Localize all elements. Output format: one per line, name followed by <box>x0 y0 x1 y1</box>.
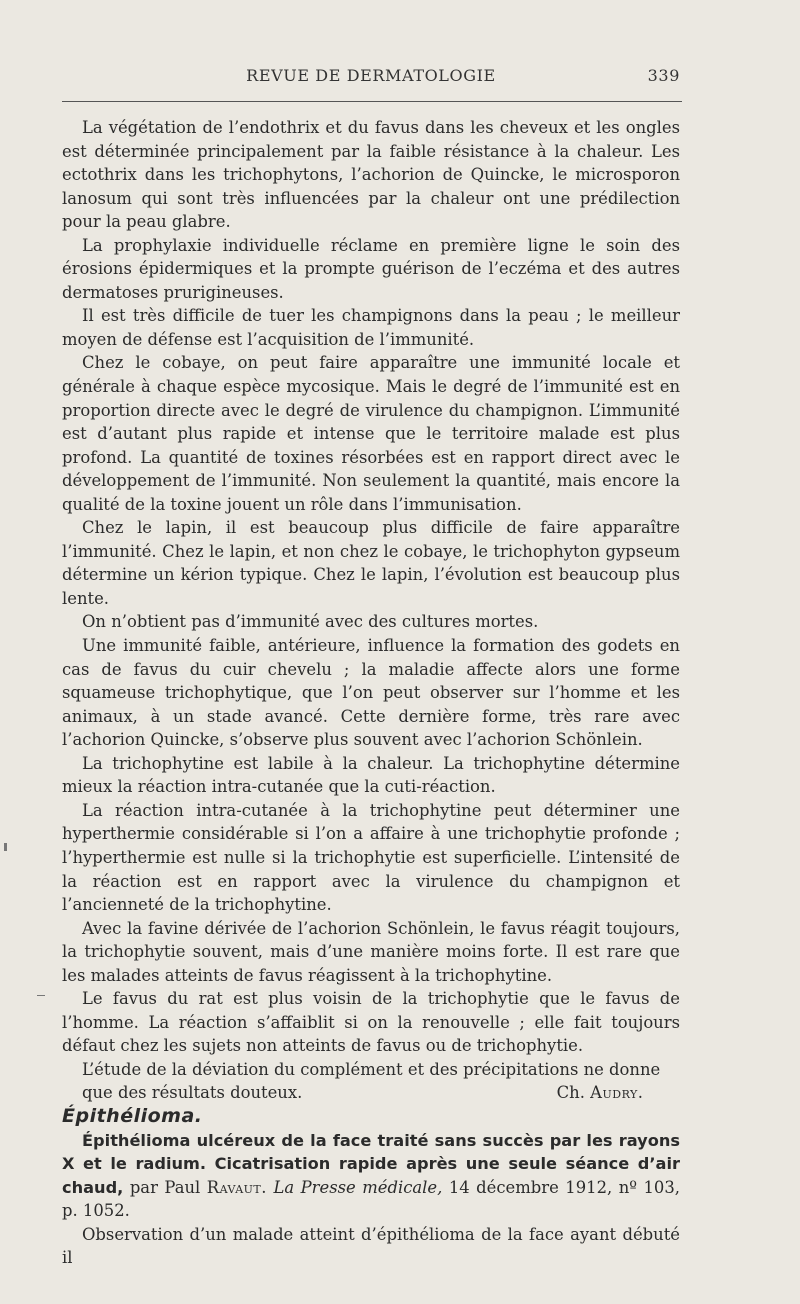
paragraph: L’étude de la déviation du complément et des précipitations ne donne <box>82 1059 661 1079</box>
page-number: 339 <box>647 66 680 85</box>
article-by: par Paul <box>129 1177 201 1197</box>
signature-author: Audry. <box>590 1083 644 1103</box>
paragraph: Avec la favine dérivée de l’achorion Schönlein, le favus réagit toujours, la trichophytie souvent, mais d’une manière moins forte. Il est rare que les malades atteints de favus réagissent à la trichophytine. <box>62 918 680 985</box>
paragraph: La prophylaxie individuelle réclame en première ligne le soin des érosions épidermiques et la prompte guérison de l’eczéma et des autres dermatoses prurigineuses. <box>62 235 680 302</box>
running-header <box>62 66 680 92</box>
article-author: Ravaut. <box>206 1177 267 1197</box>
body-text <box>62 116 680 1270</box>
signature-prefix: Ch. <box>556 1083 585 1103</box>
paragraph: On n’obtient pas d’immunité avec des cultures mortes. <box>82 612 539 632</box>
article-title: Épithélioma ulcéreux de la face traité sans succès par les rayons X et le radium. Cicatrisation rapide après une seule séance d’air chaud, <box>62 1130 680 1197</box>
paragraph-tail: que des résultats douteux. <box>82 1083 303 1103</box>
section-heading: Épithélioma. <box>62 1104 203 1127</box>
signature <box>537 1081 680 1105</box>
margin-dash <box>37 995 45 996</box>
article-citation: 14 décembre 1912, nº 103, p. 1052. <box>62 1177 680 1221</box>
paragraph: La végétation de l’endothrix et du favus dans les cheveux et les ongles est déterminée principalement par la faible résistance à la chaleur. Les ectothrix dans les trichophytons, l’achorion de Quincke, le microsporon lanosum qui sont très influencées par la chaleur ont une prédilection pour la peau glabre. <box>62 118 680 232</box>
signature-line <box>62 1081 680 1105</box>
article-entry <box>62 1129 680 1223</box>
paragraph: La trichophytine est labile à la chaleur. La trichophytine détermine mieux la réaction intra-cutanée que la cuti-réaction. <box>62 753 680 797</box>
margin-mark <box>4 843 7 851</box>
paragraph: Chez le cobaye, on peut faire apparaître une immunité locale et générale à chaque espèce mycosique. Mais le degré de l’immunité est en proportion directe avec le degré de virulence du champignon. L’immunité est d’autant plus rapide et intense que le territoire malade est plus profond. La quantité de toxines résorbées est en rapport direct avec le développement de l’immunité. Non seulement la quantité, mais encore la qualité de la toxine jouent un rôle dans l’immunisation. <box>62 353 680 514</box>
journal-title: REVUE DE DERMATOLOGIE <box>246 66 496 85</box>
paragraph: Une immunité faible, antérieure, influence la formation des godets en cas de favus du cuir chevelu ; la maladie affecte alors une forme squameuse trichophytique, que l’on peut observer sur l’homme et les animaux, à un stade avancé. Cette dernière forme, très rare avec l’achorion Quincke, s’observe plus souvent avec l’achorion Schönlein. <box>62 636 680 750</box>
paragraph: Il est très difficile de tuer les champignons dans la peau ; le meilleur moyen de défense est l’acquisition de l’immunité. <box>62 306 680 349</box>
paragraph: Le favus du rat est plus voisin de la trichophytie que le favus de l’homme. La réaction s’affaiblit si on la renouvelle ; elle fait toujours défaut chez les sujets non atteints de favus ou de trichophytie. <box>62 989 680 1056</box>
paragraph: Observation d’un malade atteint d’épithélioma de la face ayant débuté il <box>62 1224 680 1268</box>
paragraph: La réaction intra-cutanée à la trichophytine peut déterminer une hyperthermie considérable si l’on a affaire à une trichophytie profonde ; l’hyperthermie est nulle si la trichophytie est superficielle. L’intensité de la réaction est en rapport avec la virulence du champignon et l’ancienneté de la trichophytine. <box>62 800 680 915</box>
header-rule <box>62 101 682 102</box>
article-journal: La Presse médicale, <box>273 1177 443 1197</box>
paragraph: Chez le lapin, il est beaucoup plus difficile de faire apparaître l’immunité. Chez le lapin, et non chez le cobaye, le trichophyton gypseum détermine un kérion typique. Chez le lapin, l’évolution est beaucoup plus lente. <box>62 518 680 608</box>
